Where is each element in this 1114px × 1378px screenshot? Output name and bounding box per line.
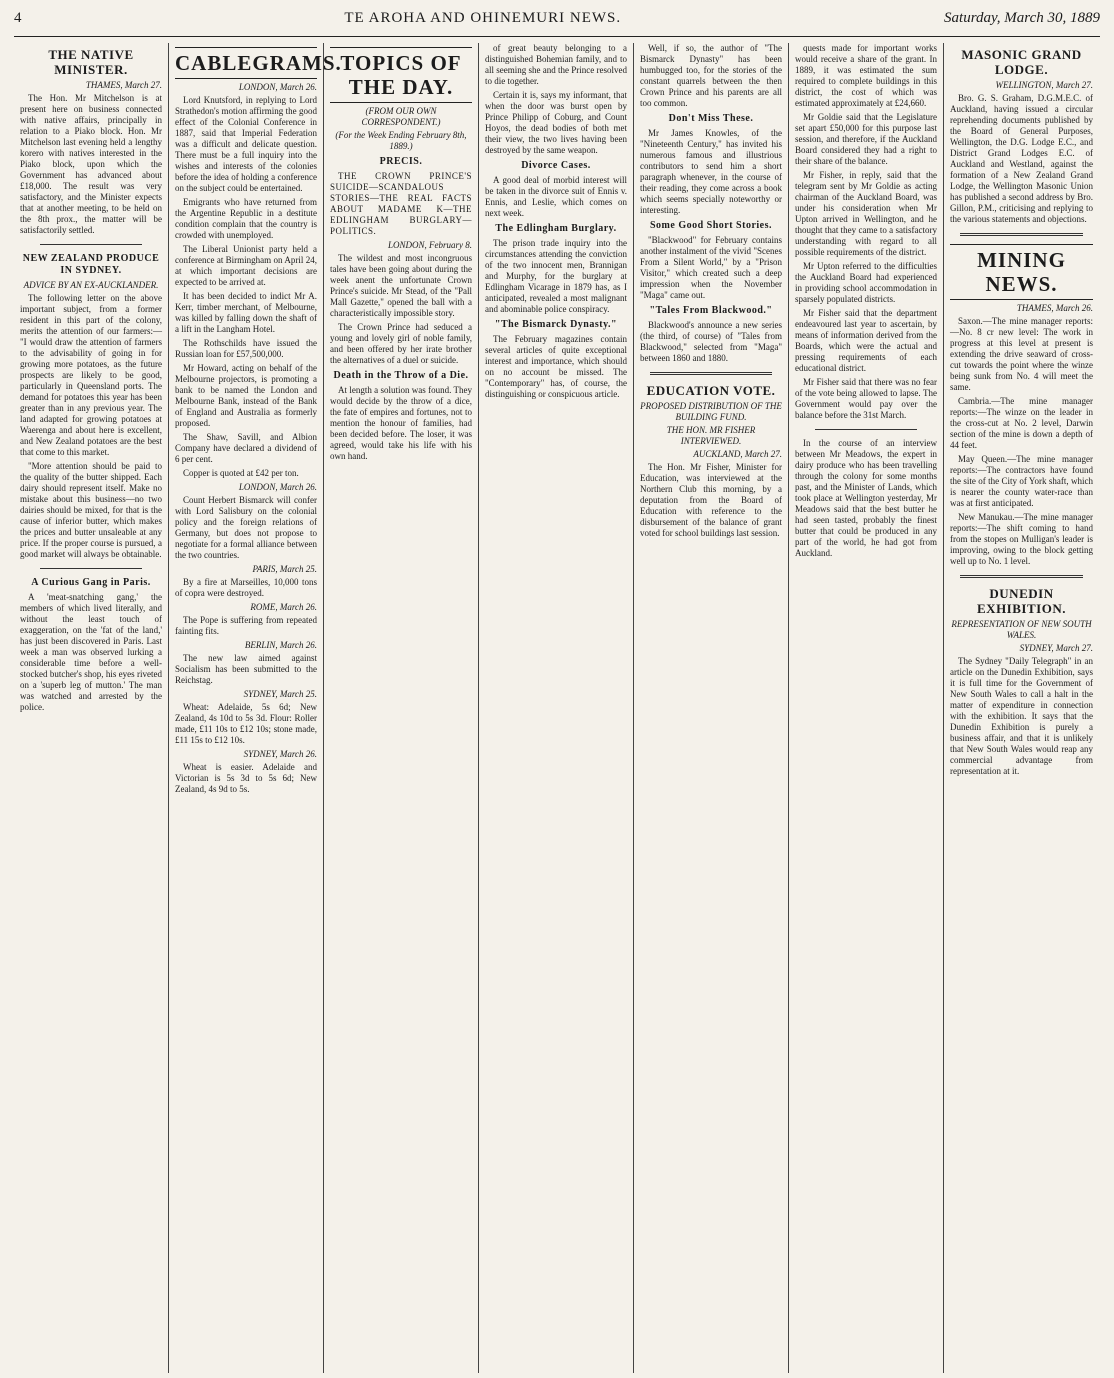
article-paragraph: Mr Fisher said that the department endeavoured last year to ascertain, by means of information derived from the Boards, which were the actual and pressing requirements of each educational district. xyxy=(795,308,937,373)
article-paragraph: New Manukau.—The mine manager reports:—The shift coming to hand from the stopes on Mulligan's leader is improving, owing to the block getting well up to No. 1 level. xyxy=(950,512,1093,566)
article-paragraph: At length a solution was found. They would decide by the throw of a dice, the fate of empires and fortunes, not to mention the honour of families, had been decided before. The loser, it was agreed, would take his life with his own hand. xyxy=(330,385,472,461)
column-1 xyxy=(14,43,169,1373)
dateline: BERLIN, March 26. xyxy=(244,640,317,650)
article-paragraph: Wheat is easier. Adelaide and Victorian is 5s 3d to 5s 6d; New Zealand, 4s 9d to 5s. xyxy=(175,762,317,794)
column-2 xyxy=(169,43,342,1373)
article-paragraph: The February magazines contain several articles of quite exceptional interest and importance, which should on no account be missed. The "Contemporary" has, of course, the distinguishing or conspicuous article. xyxy=(485,334,627,399)
headline-short-stories: Some Good Short Stories. xyxy=(650,220,772,231)
subheadline: (FROM OUR OWN CORRESPONDENT.) xyxy=(361,106,441,127)
dateline: LONDON, February 8. xyxy=(387,240,472,250)
article-paragraph: The Crown Prince had seduced a young and lovely girl of noble family, and been offered by her irate brother the alternatives of a duel or suicide. xyxy=(330,322,472,365)
article-paragraph: A good deal of morbid interest will be taken in the divorce suit of Ennis v. Ennis, and Leslie, which comes on next week. xyxy=(485,175,627,218)
divider xyxy=(650,372,772,375)
headline-tales-from-blackwood: "Tales From Blackwood." xyxy=(649,305,773,316)
column-4 xyxy=(479,43,634,1373)
headline-curious-gang: A Curious Gang in Paris. xyxy=(31,577,151,588)
headline-dont-miss-these: Don't Miss These. xyxy=(668,113,754,124)
article-paragraph: Emigrants who have returned from the Argentine Republic in a destitute condition complain that the country is crowded with unemployed. xyxy=(175,197,317,240)
masthead xyxy=(14,10,1100,37)
article-paragraph: It has been decided to indict Mr A. Kerr, timber merchant, of Melbourne, was killed by falling down the shaft of a lift in the Langham Hotel. xyxy=(175,291,317,334)
article-paragraph: Cambria.—The mine manager reports:—The winze on the leader in the cross-cut at No. 2 level, Darwin section of the mine is down a depth of 44 feet. xyxy=(950,396,1093,450)
article-paragraph: The wildest and most incongruous tales have been going about during the week anent the unfortunate Crown Prince's suicide. Mr Stead, of the "Pall Mall Gazette," opened the ball with a characteristically impossible story. xyxy=(330,253,472,318)
page-number: 4 xyxy=(14,10,22,26)
dateline: LONDON, March 26. xyxy=(238,482,317,492)
divider xyxy=(815,429,917,430)
article-paragraph: Certain it is, says my informant, that when the door was burst open by Prince Philipp of Coburg, and Count Hoyos, the dead bodies of both met their view, the two lives having been destroyed by the same weapon. xyxy=(485,90,627,155)
dateline: LONDON, March 26. xyxy=(238,82,317,92)
article-paragraph: Well, if so, the author of "The Bismarck Dynasty" has been humbugged too, for the stories of the constant quarrels between the then Crown Prince and his parents are all too common. xyxy=(640,43,782,108)
column-5 xyxy=(634,43,789,1373)
article-paragraph: The Pope is suffering from repeated fainting fits. xyxy=(175,615,317,636)
article-paragraph: The Hon. Mr Fisher, Minister for Education, was interviewed at the Northern Club this morning, by a deputation from the Board of Education with reference to the disbursement of the balance of grant voted for school buildings last session. xyxy=(640,462,782,538)
dateline: PARIS, March 25. xyxy=(252,564,317,574)
article-paragraph: By a fire at Marseilles, 10,000 tons of copra were destroyed. xyxy=(175,577,317,598)
article-paragraph: The prison trade inquiry into the circumstances attending the conviction of the two innocent men, Brannigan and Murphy, for the burglary at Edlingham Vicarage in 1879 has, as I anticipated, revealed a most malignant and abominable police conspiracy. xyxy=(485,238,627,314)
article-paragraph: Mr Fisher said that there was no fear of the vote being allowed to lapse. The Government would pay over the balance before the 31st March. xyxy=(795,377,937,420)
dateline: AUCKLAND, March 27. xyxy=(693,449,782,459)
divider xyxy=(40,244,142,245)
subheadline: THE HON. MR FISHER INTERVIEWED. xyxy=(666,425,756,446)
article-paragraph: Copper is quoted at £42 per ton. xyxy=(183,468,299,478)
article-paragraph: A 'meat-snatching gang,' the members of which lived literally, and without the least touch of exaggeration, on the 'fat of the land,' has just been discovered in Paris. Last week a man was observed lurking a considerable time before a well-stocked butcher's shop, his eyes riveted on a 'superb leg of mutton.' The man was watched and arrested by the police. xyxy=(20,592,162,712)
article-paragraph: The Shaw, Savill, and Albion Company have declared a dividend of 6 per cent. xyxy=(175,432,317,464)
article-paragraph: The Hon. Mr Mitchelson is at present here on business connected with native affairs, principally in relation to a Piako block. Hon. Mr Mitchelson last evening held a lengthy korero with natives interested in the Piako block, upon which the Government has advanced about £18,000. The result was very satisfactory, and the Minister expects that at another meeting, to be held on the 8th prox., the matter will be satisfactorily settled. xyxy=(20,93,162,235)
headline-mining-news: MINING NEWS. xyxy=(950,244,1093,300)
subheadline: (For the Week Ending February 8th, 1889.) xyxy=(335,130,467,151)
columns xyxy=(14,43,1100,1373)
subheadline: PROPOSED DISTRIBUTION OF THE BUILDING FUND. xyxy=(640,401,782,422)
column-6 xyxy=(789,43,944,1373)
article-paragraph: Mr Upton referred to the difficulties the Auckland Board had experienced in providing school accommodation in sparsely populated districts. xyxy=(795,261,937,304)
subheadline: REPRESENTATION OF NEW SOUTH WALES. xyxy=(951,619,1092,640)
article-paragraph: Wheat: Adelaide, 5s 6d; New Zealand, 4s 10d to 5s 3d. Flour: Roller made, £11 10s to £12 10s; stone made, £11 15s to £12 10s. xyxy=(175,702,317,745)
headline-native-minister: THE NATIVE MINISTER. xyxy=(48,47,134,77)
article-paragraph: quests made for important works would receive a share of the grant. In 1889, it was estimated the sum required to complete buildings in this district, the cost of which was estimated approximately at £24,660. xyxy=(795,43,937,108)
headline-cablegrams: CABLEGRAMS. xyxy=(175,47,317,79)
divider xyxy=(960,575,1083,578)
headline-nz-produce: NEW ZEALAND PRODUCE IN SYDNEY. xyxy=(22,253,160,276)
precis-text: THE CROWN PRINCE'S SUICIDE—SCANDALOUS STORIES—THE REAL FACTS ABOUT MADAME K—THE EDLINGHAM BURGLARY—POLITICS. xyxy=(330,171,472,236)
headline-edlingham-burglary: The Edlingham Burglary. xyxy=(495,223,617,234)
headline-education-vote: EDUCATION VOTE. xyxy=(646,383,776,398)
dateline: WELLINGTON, March 27. xyxy=(995,80,1093,90)
headline-bismarck-dynasty: "The Bismarck Dynasty." xyxy=(494,319,618,330)
article-paragraph: "Blackwood" for February contains another instalment of the vivid "Scenes From a Silent World," by a "Prison Visitor," which created such a deep impression when the November "Maga" came out. xyxy=(640,235,782,300)
article-paragraph: Blackwood's announce a new series (the third, of course) of "Tales from Blackwood," selected from "Maga" between 1860 and 1880. xyxy=(640,320,782,363)
article-paragraph: May Queen.—The mine manager reports:—The contractors have found the site of the City of York shaft, which is nearer the county water-race than was at first anticipated. xyxy=(950,454,1093,508)
article-paragraph: Lord Knutsford, in replying to Lord Strathedon's motion affirming the good effect of the Colonial Conference in 1887, said that Imperial Federation was a difficult and delicate question. There must be a full inquiry into the wishes and interests of the colonies before the idea of holding a conference on the subject could be entertained. xyxy=(175,95,317,193)
article-paragraph: The Rothschilds have issued the Russian loan for £57,500,000. xyxy=(175,338,317,359)
article-paragraph: Mr Fisher, in reply, said that the telegram sent by Mr Goldie as acting chairman of the Auckland Board, was under his consideration when Mr Upton arrived in Wellington, and he thought that they came to a satisfactory understanding with regard to all possible requirements of the district. xyxy=(795,170,937,257)
headline-dunedin-exhibition: DUNEDIN EXHIBITION. xyxy=(977,586,1066,616)
headline-death-throw-of-die: Death in the Throw of a Die. xyxy=(333,370,469,381)
headline-masonic-grand-lodge: MASONIC GRAND LODGE. xyxy=(961,47,1082,77)
article-paragraph: The Liberal Unionist party held a conference at Birmingham on April 24, at which important decisions are expected to be arrived at. xyxy=(175,244,317,287)
dateline: SYDNEY, March 27. xyxy=(1019,643,1093,653)
divider xyxy=(40,568,142,569)
dateline: THAMES, March 27. xyxy=(85,80,162,90)
article-paragraph: The following letter on the above important subject, from a former resident in this part of the colony, merits the attention of our farmers:— "I would draw the attention of farmers to the advisability of going in for growing more potatoes, as the future prospects are likely to be good, particularly in Queensland ports. The demand for potatoes this year has been greater than in any previous year. The land adapted for growing potatoes at Waerenga and about here is excellent, and New Zealand potatoes are the best that come to this market. xyxy=(20,293,162,457)
article-paragraph: Mr Howard, acting on behalf of the Melbourne projectors, is promoting a bank to be named the London and Melbourne Bank, instead of the Bank of England and Australia as formerly proposed. xyxy=(175,363,317,428)
issue-date: Saturday, March 30, 1889 xyxy=(944,10,1100,26)
dateline: SYDNEY, March 26. xyxy=(243,749,317,759)
dateline: ROME, March 26. xyxy=(250,602,317,612)
article-paragraph: "More attention should be paid to the quality of the butter shipped. Each dairy should represent itself. Make no mistake about this business—no two dairies should be mixed, for that is the cause of inferior butter, which makes the prices and butter unsaleable at any price. If the proper course is pursued, a good market will always be obtainable. xyxy=(20,461,162,559)
dateline: SYDNEY, March 25. xyxy=(243,689,317,699)
headline-topics-of-the-day: TOPICS OF THE DAY. xyxy=(330,47,472,103)
article-paragraph: of great beauty belonging to a distinguished Bohemian family, and to all seeming she and the Prince resolved to die together. xyxy=(485,43,627,86)
divider xyxy=(960,233,1083,236)
article-paragraph: Count Herbert Bismarck will confer with Lord Salisbury on the colonial policy and the foreign relations of Germany, but does not propose to negotiate for a formal alliance between the two countries. xyxy=(175,495,317,560)
article-paragraph: Mr Goldie said that the Legislature set apart £50,000 for this purpose last session, and therefore, if the Auckland Board considered they had a right to their share of the balance. xyxy=(795,112,937,166)
column-7 xyxy=(944,43,1099,1373)
article-paragraph: The Sydney "Daily Telegraph" in an article on the Dunedin Exhibition, says it is full time for the Government of New South Wales to call a halt in the matter of expenditure in connection with the exhibition. It says that the Dunedin Exhibition is purely a business affair, and that it is unlikely that New South Wales would reap any commercial advantage from representation at it. xyxy=(950,656,1093,776)
dateline: THAMES, March 26. xyxy=(1016,303,1093,313)
headline-precis: PRECIS. xyxy=(379,156,423,167)
column-3 xyxy=(324,43,479,1373)
article-paragraph: Bro. G. S. Graham, D.G.M.E.C. of Auckland, having issued a circular reprehending documents published by the Board of General Purposes, Wellington, the D.G. Lodge E.C., and District Grand Lodges E.C. of Auckland and Westland, against the formation of a New Zealand Grand Lodge, the Wellington Masonic Union has published a second address by Bro. Gillon, P.M., criticising and replying to the various statements and objections. xyxy=(950,93,1093,224)
article-paragraph: In the course of an interview between Mr Meadows, the expert in dairy produce who has been travelling through the colony for some months past, and the Minister of Lands, which took place at Wellington yesterday, Mr Meadows said that the best butter he had seen tasted, probably the finest butter that could be produced in any part of the world, he had got from Auckland. xyxy=(795,438,937,558)
subheadline: ADVICE BY AN EX-AUCKLANDER. xyxy=(23,280,159,290)
article-paragraph: Mr James Knowles, of the "Nineteenth Century," has invited his numerous famous and illustrious contributors to send him a short paragraph whenever, in the course of their reading, they come across a book which seems specially noteworthy or interesting. xyxy=(640,128,782,215)
newspaper-title: TE AROHA AND OHINEMURI NEWS. xyxy=(344,10,622,26)
article-paragraph: Saxon.—The mine manager reports:—No. 8 cr new level: The work in progress at this level at present is extending the drive seaward of cross-cut towards the point where the winze being sunk from No. 4 will meet the same. xyxy=(950,316,1093,392)
article-paragraph: The new law aimed against Socialism has been submitted to the Reichstag. xyxy=(175,653,317,685)
headline-divorce-cases: Divorce Cases. xyxy=(521,160,591,171)
